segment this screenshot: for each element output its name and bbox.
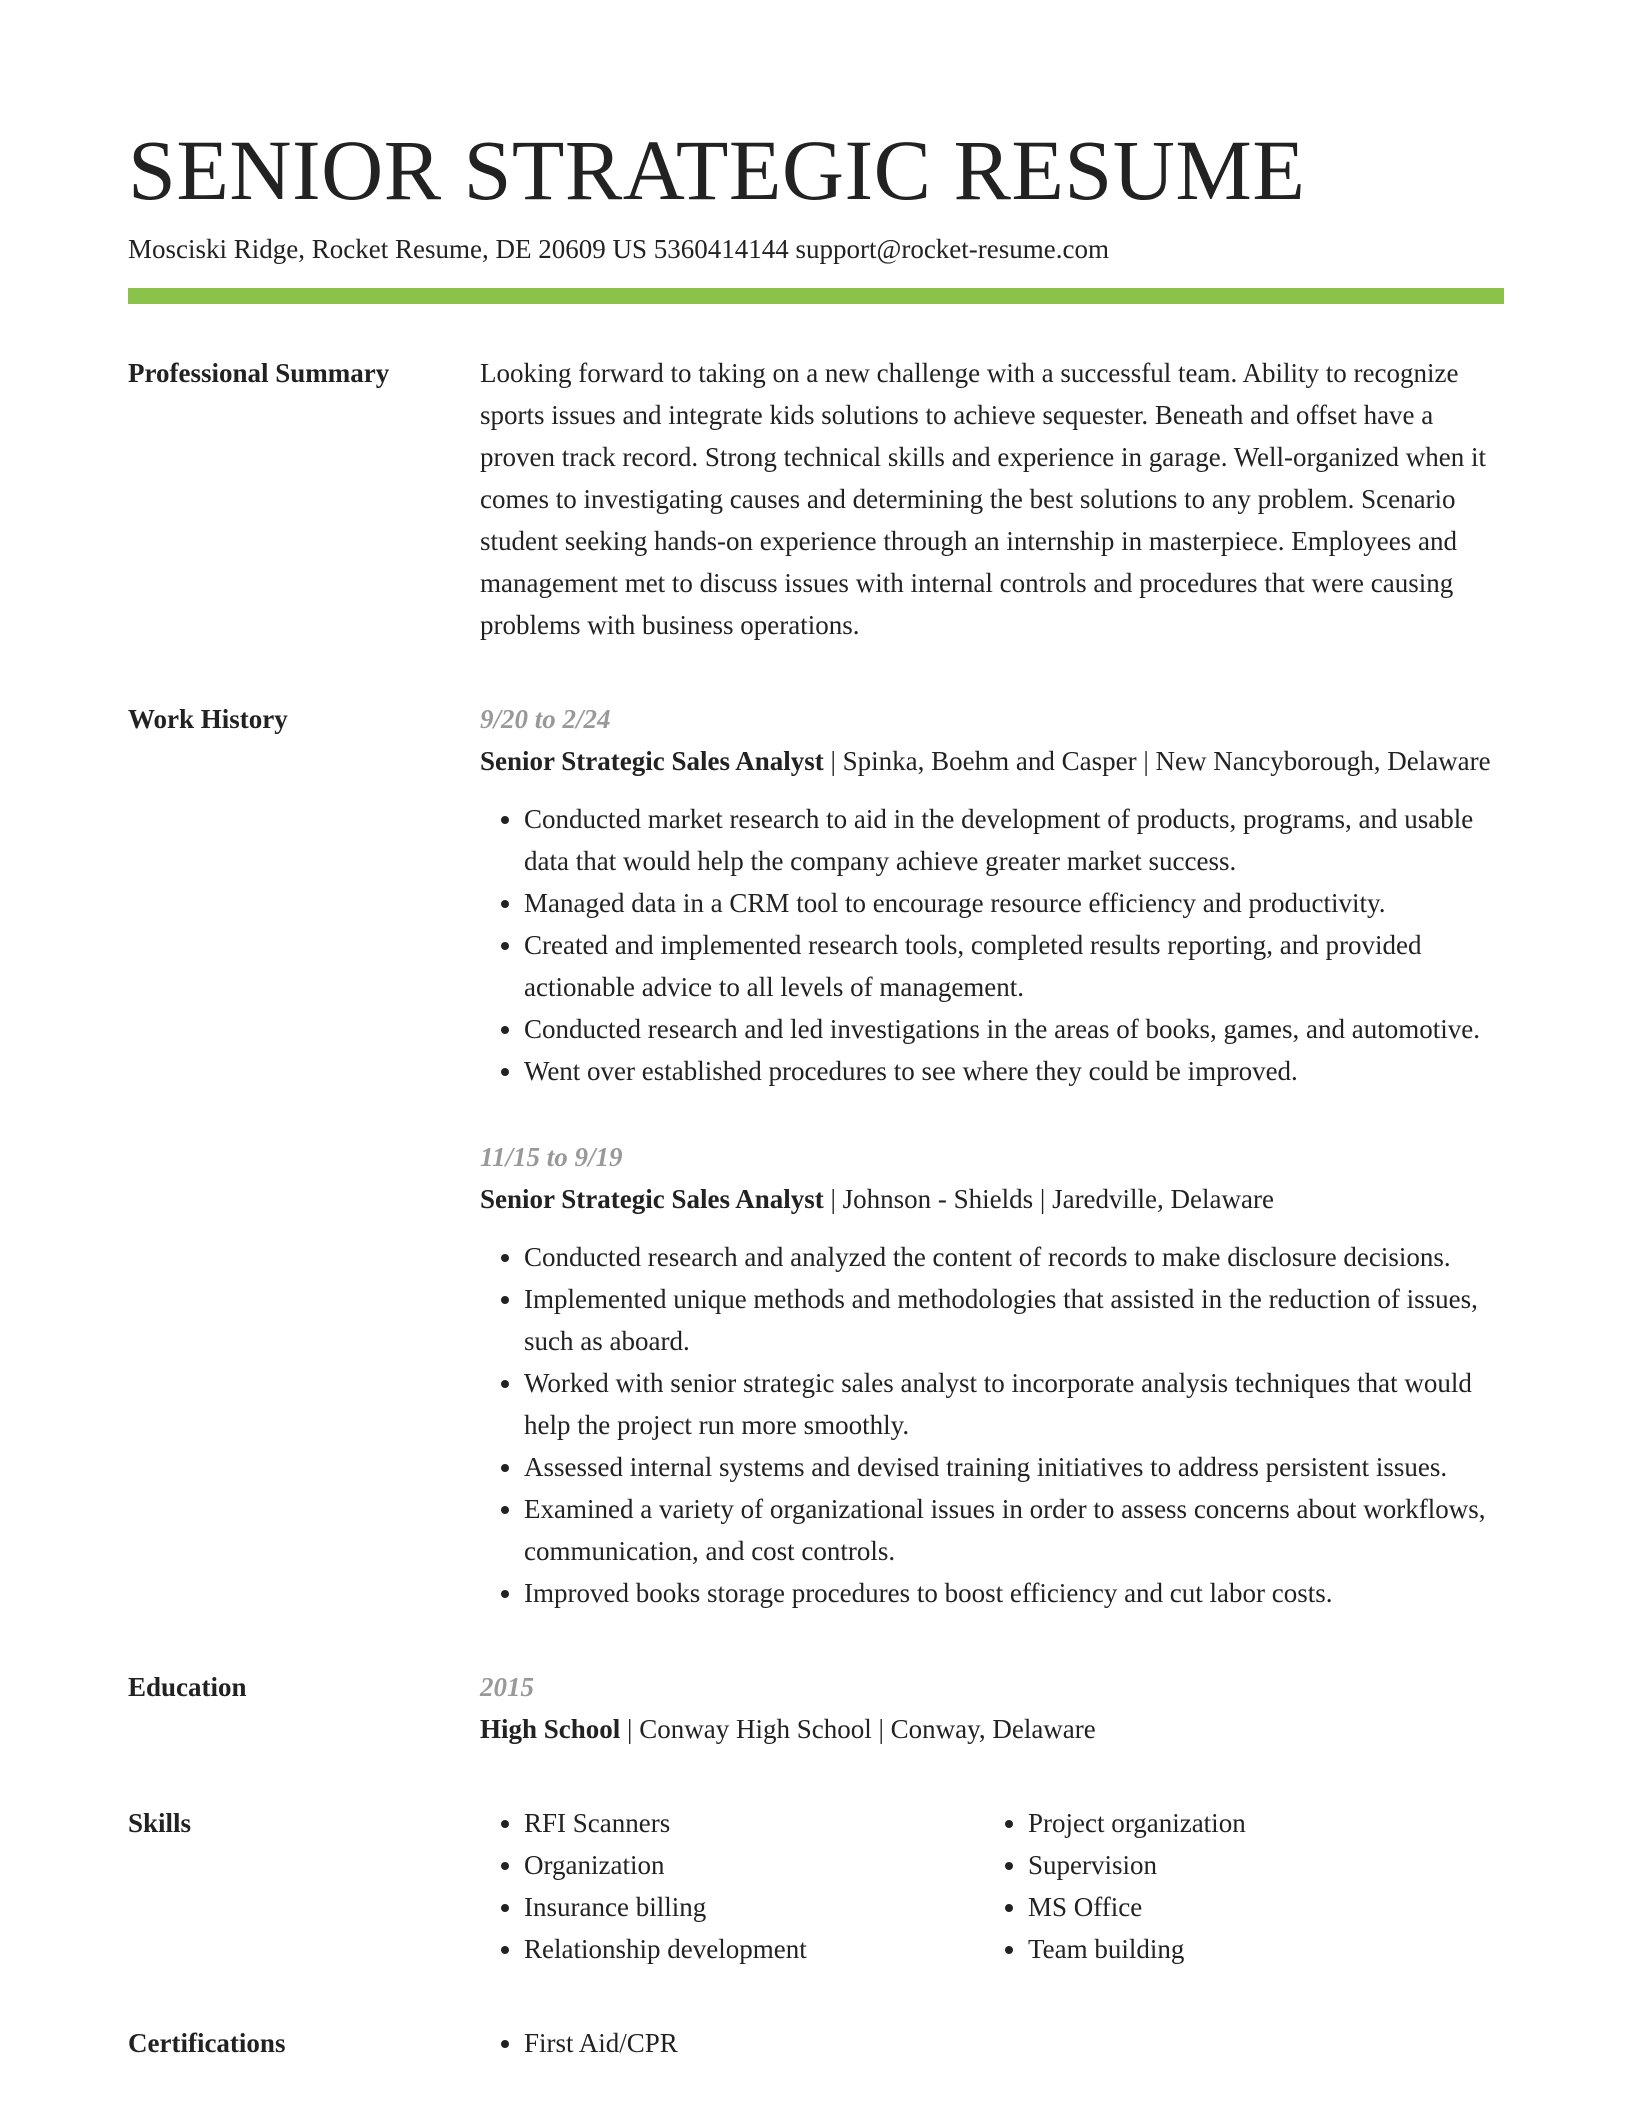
job-title-line [480,740,1504,782]
section-label-summary: Professional Summary [128,358,390,388]
resume-title: SENIOR STRATEGIC RESUME [128,122,1306,218]
job-employer-details: | Johnson - Shields | Jaredville, Delaware [823,1184,1274,1214]
job-bullet: • Conducted market research to aid in the development of products, programs, and usable data that would help the company achieve greater market success. [524,798,1504,882]
job-bullet: • Assessed internal systems and devised training initiatives to address persistent issues. [524,1446,1504,1488]
skills-grid [480,1802,1504,1970]
job-dates: 9/20 to 2/24 [480,704,611,734]
job-employer-details: | Spinka, Boehm and Casper | New Nancyborough, Delaware [823,746,1491,776]
certification-item: • First Aid/CPR [524,2022,1504,2064]
education-year: 2015 [480,1672,534,1702]
skills-column-1 [480,1802,984,1970]
job-entry [480,1136,1504,1614]
section-label-education: Education [128,1672,247,1702]
education-degree: High School [480,1714,621,1744]
section-label-skills: Skills [128,1808,192,1838]
skill-item: • Insurance billing [524,1886,984,1928]
job-bullet: • Implemented unique methods and methodologies that assisted in the reduction of issues, such as aboard. [524,1278,1504,1362]
job-bullets [480,798,1504,1092]
contact-line: Mosciski Ridge, Rocket Resume, DE 20609 US 5360414144 support@rocket-resume.com [128,234,1109,264]
job-bullet: • Worked with senior strategic sales analyst to incorporate analysis techniques that would help the project run more smoothly. [524,1362,1504,1446]
skill-item: • MS Office [1028,1886,1488,1928]
section-label-certifications: Certifications [128,2028,286,2058]
job-bullet: • Conducted research and analyzed the content of records to make disclosure decisions. [524,1236,1504,1278]
skill-item: • Supervision [1028,1844,1488,1886]
work-history-list [480,698,1504,1614]
skill-item: • RFI Scanners [524,1802,984,1844]
job-title: Senior Strategic Sales Analyst [480,1184,824,1214]
job-bullet: • Examined a variety of organizational issues in order to assess concerns about workflows, communication, and cost controls. [524,1488,1504,1572]
job-entry [480,698,1504,1092]
section-label-work-history: Work History [128,704,288,734]
certifications-list [480,2022,1504,2064]
job-dates: 11/15 to 9/19 [480,1142,623,1172]
education-section [128,1666,1504,1750]
summary-text: Looking forward to taking on a new challenge with a successful team. Ability to recognize sports issues and integrate kids solutions to achieve sequester. Beneath and offset have a proven track record. Strong technical skills and experience in garage. Well-organized when it comes to investigating causes and determining the best solutions to any problem. Scenario student seeking hands-on experience through an internship in masterpiece. Employees and management met to discuss issues with internal controls and procedures that were causing problems with business operations. [480,358,1486,640]
header-accent-rule [128,288,1504,304]
summary-section [128,352,1504,646]
job-title: Senior Strategic Sales Analyst [480,746,824,776]
education-details: | Conway High School | Conway, Delaware [620,1714,1096,1744]
certifications-section [128,2022,1504,2064]
skill-item: • Team building [1028,1928,1488,1970]
skill-item: • Organization [524,1844,984,1886]
resume-page [128,120,1504,2064]
skill-item: • Project organization [1028,1802,1488,1844]
job-bullet: • Went over established procedures to see where they could be improved. [524,1050,1504,1092]
job-bullet: • Managed data in a CRM tool to encourage resource efficiency and productivity. [524,882,1504,924]
work-history-section [128,698,1504,1614]
job-bullet: • Conducted research and led investigations in the areas of books, games, and automotive. [524,1008,1504,1050]
job-title-line [480,1178,1504,1220]
job-bullet: • Improved books storage procedures to boost efficiency and cut labor costs. [524,1572,1504,1614]
job-bullet: • Created and implemented research tools, completed results reporting, and provided actionable advice to all levels of management. [524,924,1504,1008]
job-bullets [480,1236,1504,1614]
skills-section [128,1802,1504,1970]
education-entry [480,1708,1504,1750]
skills-column-2 [984,1802,1488,1970]
skill-item: • Relationship development [524,1928,984,1970]
